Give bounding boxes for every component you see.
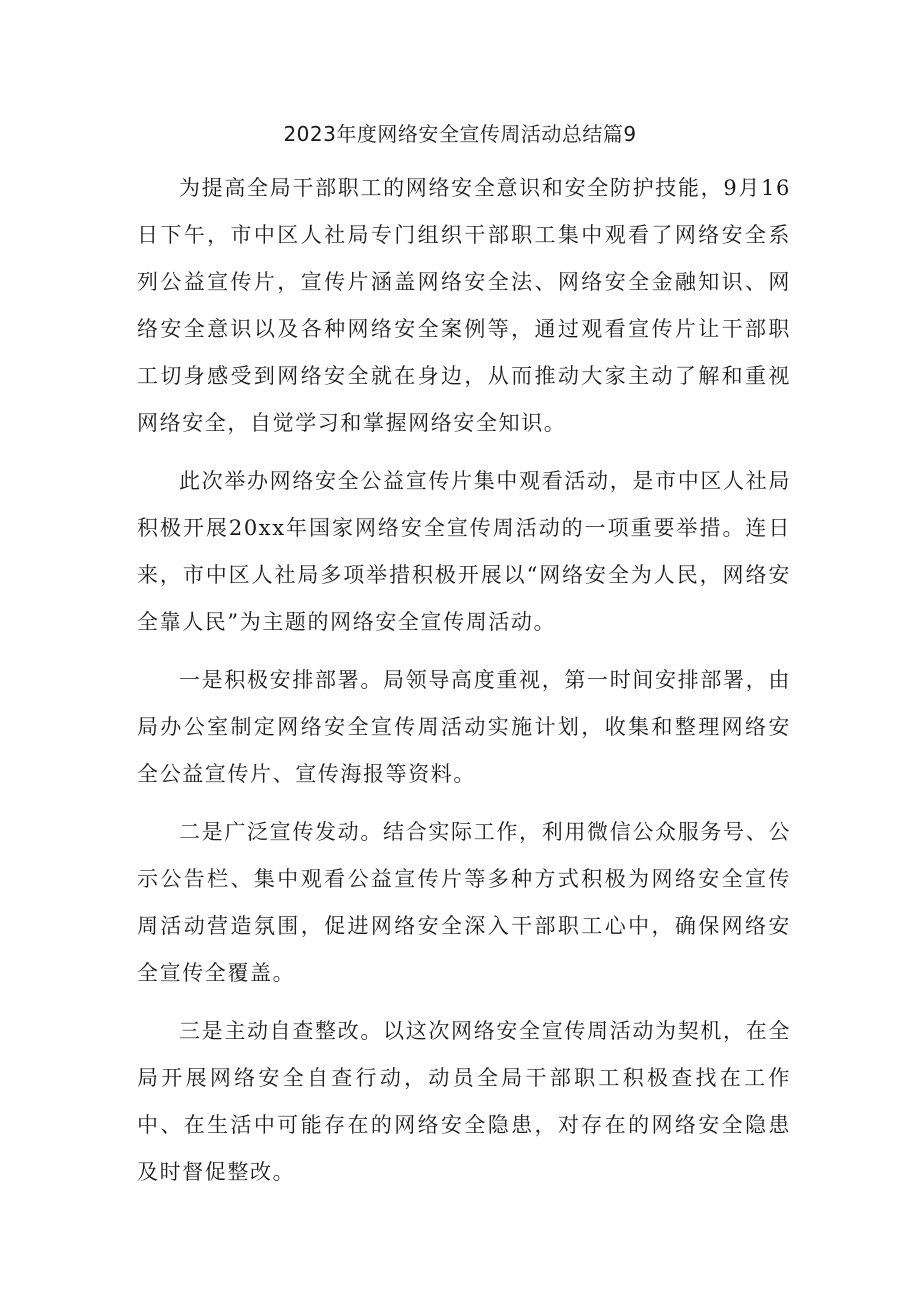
paragraph-self-inspection: 三是主动自查整改。以这次网络安全宣传周活动为契机，在全局开展网络安全自查行动，动员全局干部职工积极查找在工作中、在生活中可能存在的网络安全隐患，对存在的网络安全隐患及时督促整改。 <box>137 1019 791 1184</box>
document-title: 2023年度网络安全宣传周活动总结篇9 <box>283 122 637 146</box>
document-body <box>137 165 791 1207</box>
paragraph-activity: 此次举办网络安全公益宣传片集中观看活动，是市中区人社局积极开展20xx年国家网络安全宣传周活动的一项重要举措。连日来，市中区人社局多项举措积极开展以“网络安全为人民，网络安全靠人民”为主题的网络安全宣传周活动。 <box>137 469 791 634</box>
paragraph-publicity: 二是广泛宣传发动。结合实际工作，利用微信公众服务号、公示公告栏、集中观看公益宣传片等多种方式积极为网络安全宣传周活动营造氛围，促进网络安全深入干部职工心中，确保网络安全宣传全覆盖。 <box>137 820 791 985</box>
paragraph-intro: 为提高全局干部职工的网络安全意识和安全防护技能，9月16日下午，市中区人社局专门组织干部职工集中观看了网络安全系列公益宣传片，宣传片涵盖网络安全法、网络安全金融知识、网络安全意识以及各种网络安全案例等，通过观看宣传片让干部职工切身感受到网络安全就在身边，从而推动大家主动了解和重视网络安全，自觉学习和掌握网络安全知识。 <box>137 176 791 435</box>
paragraph-deployment: 一是积极安排部署。局领导高度重视，第一时间安排部署，由局办公室制定网络安全宣传周活动实施计划，收集和整理网络安全公益宣传片、宣传海报等资料。 <box>137 668 791 786</box>
